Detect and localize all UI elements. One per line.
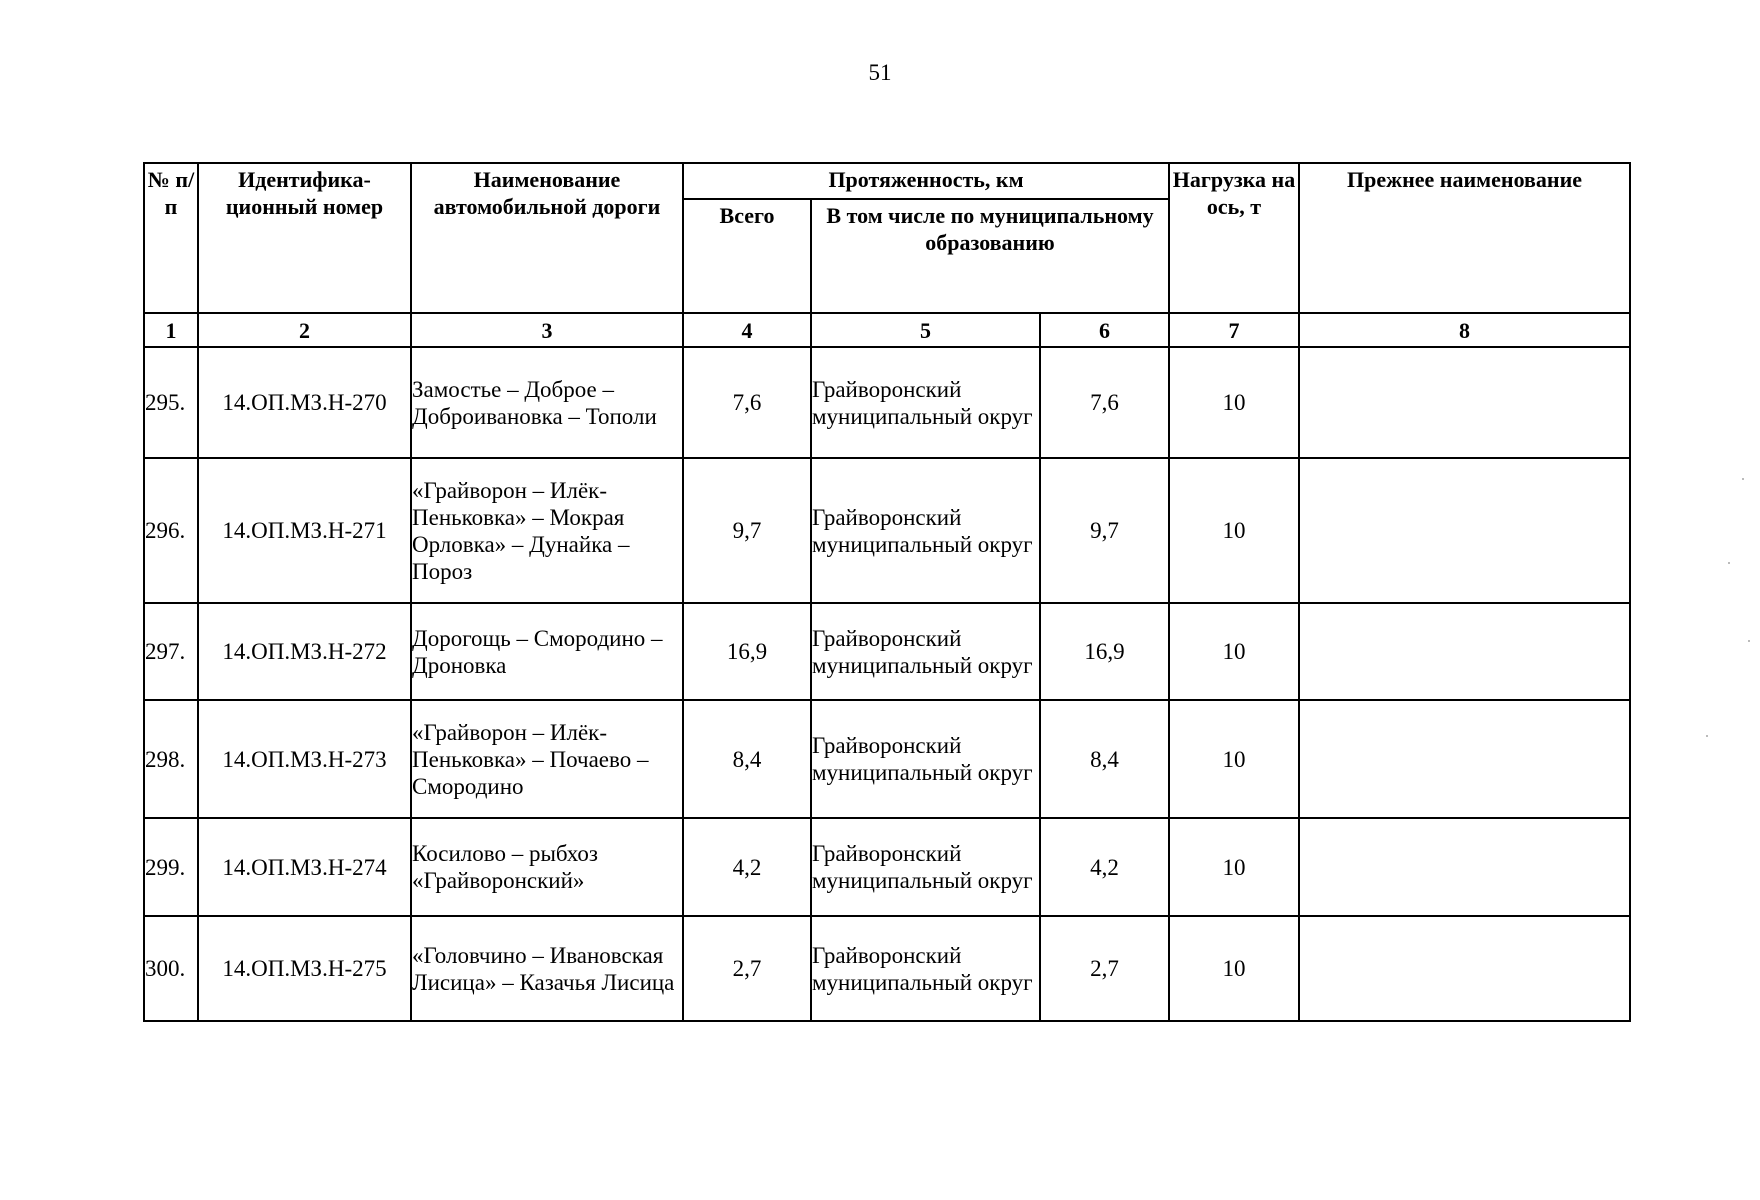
- row-municipality: Грайворонский муниципальный округ: [811, 818, 1040, 916]
- col-number: 8: [1299, 313, 1630, 347]
- row-axle-load: 10: [1169, 916, 1299, 1021]
- row-no: 299.: [144, 818, 198, 916]
- row-municipality-length: 7,6: [1040, 347, 1169, 458]
- table-row: [144, 700, 1630, 818]
- col-number: 2: [198, 313, 411, 347]
- col-number: 6: [1040, 313, 1169, 347]
- row-total-length: 16,9: [683, 603, 811, 700]
- row-axle-load: 10: [1169, 700, 1299, 818]
- row-axle-load: 10: [1169, 458, 1299, 603]
- row-id: 14.ОП.МЗ.Н-271: [198, 458, 411, 603]
- row-road-name: «Грайворон – Илёк-Пеньковка» – Мокрая Орловка» – Дунайка – Пороз: [411, 458, 683, 603]
- row-id: 14.ОП.МЗ.Н-275: [198, 916, 411, 1021]
- row-municipality: Грайворонский муниципальный округ: [811, 916, 1040, 1021]
- row-municipality-length: 4,2: [1040, 818, 1169, 916]
- row-no: 297.: [144, 603, 198, 700]
- row-no: 295.: [144, 347, 198, 458]
- col-number: 4: [683, 313, 811, 347]
- table-row: [144, 603, 1630, 700]
- row-road-name: «Грайворон – Илёк-Пеньковка» – Почаево – Смородино: [411, 700, 683, 818]
- scan-speck: [1748, 640, 1750, 642]
- row-prev-name: [1299, 347, 1630, 458]
- row-total-length: 7,6: [683, 347, 811, 458]
- col-number: 3: [411, 313, 683, 347]
- scan-speck: [1706, 735, 1708, 737]
- row-road-name: Замостье – Доброе – Доброивановка – Тополи: [411, 347, 683, 458]
- table-row: [144, 458, 1630, 603]
- row-prev-name: [1299, 818, 1630, 916]
- header-incl: В том числе по муниципальному образованию: [811, 199, 1169, 313]
- col-number: 5: [811, 313, 1040, 347]
- row-prev-name: [1299, 458, 1630, 603]
- scan-speck: [1728, 562, 1730, 564]
- row-municipality: Грайворонский муниципальный округ: [811, 700, 1040, 818]
- header-prev: Прежнее наименование: [1299, 163, 1630, 313]
- row-id: 14.ОП.МЗ.Н-274: [198, 818, 411, 916]
- header-name: Наименование автомобильной дороги: [411, 163, 683, 313]
- row-road-name: Дорогощь – Смородино – Дроновка: [411, 603, 683, 700]
- row-axle-load: 10: [1169, 818, 1299, 916]
- table-row: [144, 916, 1630, 1021]
- row-no: 298.: [144, 700, 198, 818]
- row-prev-name: [1299, 916, 1630, 1021]
- header-total: Всего: [683, 199, 811, 313]
- row-total-length: 4,2: [683, 818, 811, 916]
- row-total-length: 2,7: [683, 916, 811, 1021]
- page-number: 51: [868, 60, 892, 85]
- row-municipality: Грайворонский муниципальный округ: [811, 603, 1040, 700]
- table-row: [144, 818, 1630, 916]
- scan-speck: [1742, 478, 1744, 480]
- row-municipality: Грайворонский муниципальный округ: [811, 347, 1040, 458]
- header-id: Идентифика-ционный номер: [198, 163, 411, 313]
- row-id: 14.ОП.МЗ.Н-272: [198, 603, 411, 700]
- column-numbers-row: [144, 313, 1630, 347]
- col-number: 1: [144, 313, 198, 347]
- row-no: 296.: [144, 458, 198, 603]
- roads-table: [143, 162, 1631, 1022]
- col-number: 7: [1169, 313, 1299, 347]
- row-municipality-length: 9,7: [1040, 458, 1169, 603]
- row-no: 300.: [144, 916, 198, 1021]
- row-municipality: Грайворонский муниципальный округ: [811, 458, 1040, 603]
- header-axle: Нагрузка на ось, т: [1169, 163, 1299, 313]
- row-road-name: «Головчино – Ивановская Лисица» – Казачья Лисица: [411, 916, 683, 1021]
- table-row: [144, 347, 1630, 458]
- row-total-length: 9,7: [683, 458, 811, 603]
- row-prev-name: [1299, 603, 1630, 700]
- row-road-name: Косилово – рыбхоз «Грайворонский»: [411, 818, 683, 916]
- row-axle-load: 10: [1169, 347, 1299, 458]
- row-municipality-length: 16,9: [1040, 603, 1169, 700]
- row-total-length: 8,4: [683, 700, 811, 818]
- row-axle-load: 10: [1169, 603, 1299, 700]
- row-municipality-length: 2,7: [1040, 916, 1169, 1021]
- header-length: Протяженность, км: [683, 163, 1169, 199]
- row-id: 14.ОП.МЗ.Н-270: [198, 347, 411, 458]
- row-prev-name: [1299, 700, 1630, 818]
- row-id: 14.ОП.МЗ.Н-273: [198, 700, 411, 818]
- row-municipality-length: 8,4: [1040, 700, 1169, 818]
- header-no: № п/п: [144, 163, 198, 313]
